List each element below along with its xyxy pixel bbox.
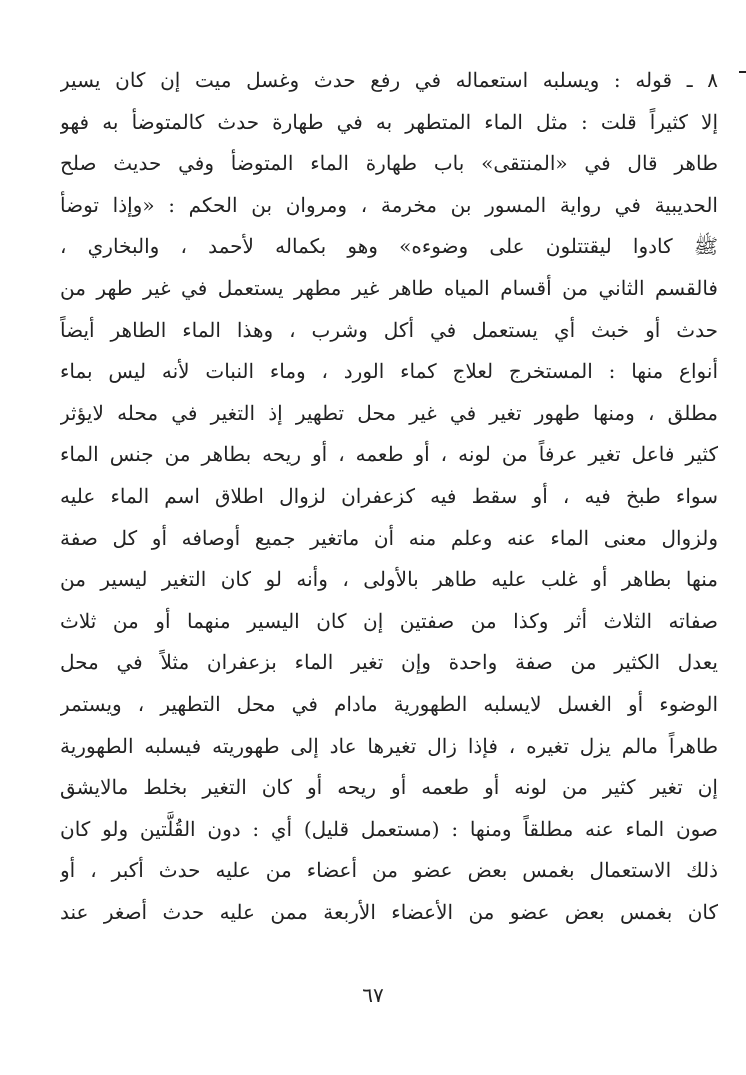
text-line: ذلك الاستعمال بغمس بعض عضو من أعضاء من عليه حدث أكبر ، أو (60, 858, 718, 883)
text-line: صون الماء عنه مطلقاً ومنها : (مستعمل قليل) أي : دون القُلَّتين ولو كان (60, 816, 718, 841)
text-line: كان بغمس بعض عضو من الأعضاء الأربعة ممن عليه حدث أصغر عند (60, 899, 718, 924)
page-edge-mark (739, 71, 746, 73)
text-line: كثير فاعل تغير عرفاً من لونه ، أو طعمه ، أو ريحه بطاهر من جنس الماء (60, 442, 718, 467)
text-line: ٨ ـ قوله : ويسلبه استعماله في رفع حدث وغسل ميت إن كان يسير (60, 68, 718, 92)
text-line: صفاته الثلاث أثر وكذا من صفتين إن كان اليسير منهما أو من ثلاث (60, 608, 718, 633)
text-line: فالقسم الثاني من أقسام المياه طاهر غير مطهر يستعمل في غير طهر من (60, 275, 718, 300)
text-line: منها بطاهر أو غلب عليه طاهر بالأولى ، وأنه لو كان التغير ليسير من (60, 567, 718, 592)
text-line: مطلق ، ومنها طهور تغير في غير محل تطهير إذ التغير في محله لايؤثر (60, 400, 718, 425)
text-line: الوضوء أو الغسل لايسلبه الطهورية مادام في محل التطهير ، ويستمر (60, 691, 718, 716)
page-number: ٦٧ (362, 983, 384, 1007)
text-line: الحديبية في رواية المسور بن مخرمة ، ومروان بن الحكم : «وإذا توضأ (60, 192, 718, 217)
text-line: إلا كثيراً قلت : مثل الماء المتطهر به في طهارة حدث كالمتوضأ به فهو (60, 109, 718, 134)
text-line: ولزوال معنى الماء عنه وعلم منه أن ماتغير جميع أوصافه أو كل صفة (60, 525, 718, 550)
body-text (60, 60, 718, 933)
text-line: سواء طبخ فيه ، أو سقط فيه كزعفران لزوال اطلاق اسم الماء عليه (60, 483, 718, 508)
text-line: طاهراً مالم يزل تغيره ، فإذا زال تغيرها عاد إلى طهوريته فيسلبه الطهورية (60, 733, 718, 758)
text-line: إن تغير كثير من لونه أو طعمه أو ريحه أو كان التغير بخلط مالايشق (60, 775, 718, 800)
text-line: أنواع منها : المستخرج لعلاج كماء الورد ، وماء النبات لأنه ليس بماء (60, 359, 718, 384)
text-line: ﷺ كادوا ليقتتلون على وضوءه» وهو بكماله لأحمد ، والبخاري ، (60, 234, 718, 259)
text-line: يعدل الكثير من صفة واحدة وإن تغير الماء بزعفران مثلاً في محل (60, 650, 718, 675)
text-line: حدث أو خبث أي يستعمل في أكل وشرب ، وهذا الماء الطاهر أيضاً (60, 317, 718, 342)
text-line: طاهر قال في «المنتقى» باب طهارة الماء المتوضأ وفي حديث صلح (60, 151, 718, 176)
